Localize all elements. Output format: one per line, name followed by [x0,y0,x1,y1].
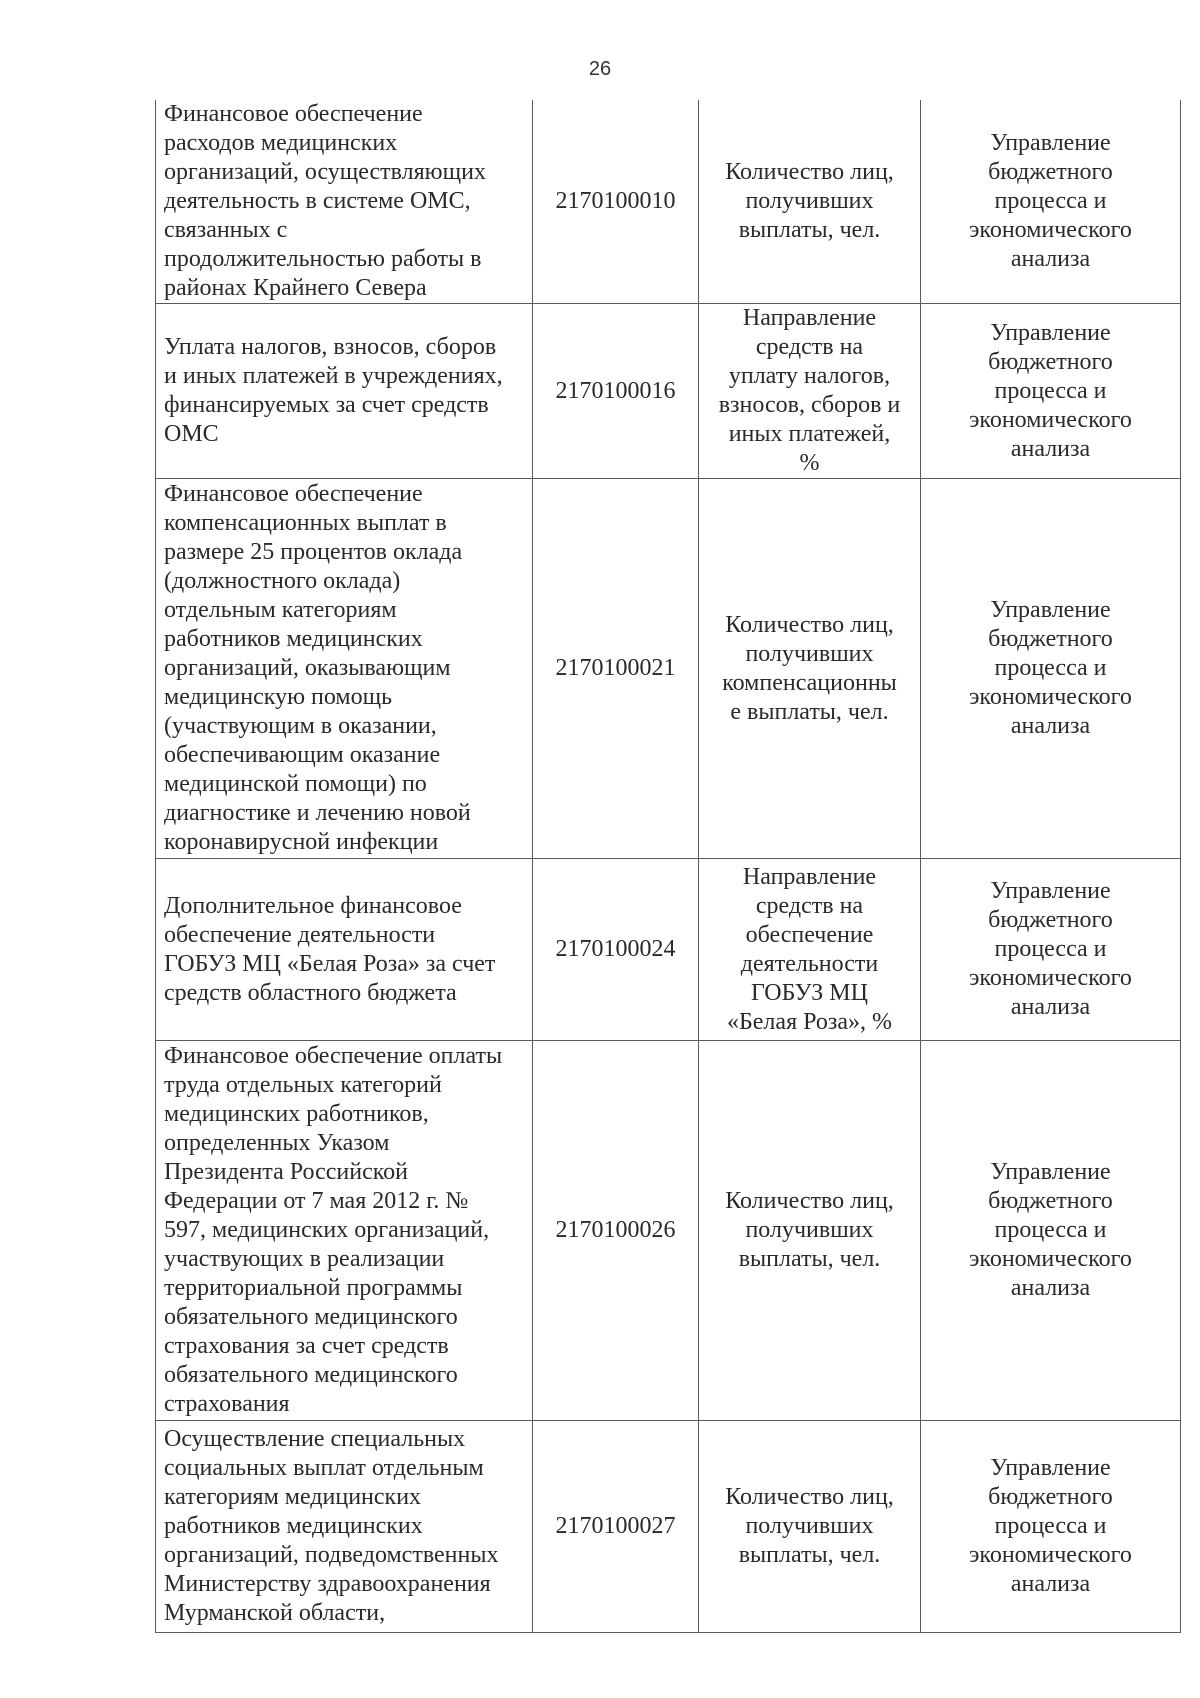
indicator-cell: Направление средств на уплату налогов, взносов, сборов и иных платежей, % [699,304,921,479]
page-number: 26 [588,58,612,80]
responsible-cell: Управление бюджетного процесса и экономического анализа [921,304,1181,479]
table-row [156,859,1181,1041]
responsible-cell: Управление бюджетного процесса и экономического анализа [921,859,1181,1041]
indicator-cell: Количество лиц, получивших выплаты, чел. [699,100,921,304]
table-row [156,304,1181,479]
expense-name-cell: Дополнительное финансовое обеспечение деятельности ГОБУЗ МЦ «Белая Роза» за счет средств областного бюджета [156,859,533,1041]
indicator-cell: Количество лиц, получивших выплаты, чел. [699,1041,921,1421]
responsible-cell: Управление бюджетного процесса и экономического анализа [921,1421,1181,1633]
expense-name-cell: Финансовое обеспечение расходов медицинских организаций, осуществляющих деятельность в системе ОМС, связанных с продолжительностью работы в районах Крайнего Севера [156,100,533,304]
code-cell: 2170100026 [533,1041,699,1421]
code-cell: 2170100024 [533,859,699,1041]
table-row [156,100,1181,304]
document-table [155,100,1181,1633]
expense-name-cell: Финансовое обеспечение компенсационных выплат в размере 25 процентов оклада (должностного оклада) отдельным категориям работников медицинских организаций, оказывающим медицинскую помощь (участвующим в оказании, обеспечивающим оказание медицинской помощи) по диагностике и лечению новой коронавирусной инфекции [156,479,533,859]
code-cell: 2170100027 [533,1421,699,1633]
indicator-cell: Направление средств на обеспечение деятельности ГОБУЗ МЦ «Белая Роза», % [699,859,921,1041]
table-row [156,1041,1181,1421]
expense-name-cell: Осуществление специальных социальных выплат отдельным категориям медицинских работников медицинских организаций, подведомственных Министерству здравоохранения Мурманской области, [156,1421,533,1633]
responsible-cell: Управление бюджетного процесса и экономического анализа [921,1041,1181,1421]
code-cell: 2170100016 [533,304,699,479]
table-row [156,479,1181,859]
code-cell: 2170100010 [533,100,699,304]
indicator-cell: Количество лиц, получивших выплаты, чел. [699,1421,921,1633]
expense-name-cell: Финансовое обеспечение оплаты труда отдельных категорий медицинских работников, определенных Указом Президента Российской Федерации от 7 мая 2012 г. № 597, медицинских организаций, участвующих в реализации территориальной программы обязательного медицинского страхования за счет средств обязательного медицинского страхования [156,1041,533,1421]
expense-name-cell: Уплата налогов, взносов, сборов и иных платежей в учреждениях, финансируемых за счет средств ОМС [156,304,533,479]
indicator-cell: Количество лиц, получивших компенсационны е выплаты, чел. [699,479,921,859]
code-cell: 2170100021 [533,479,699,859]
table-row [156,1421,1181,1633]
responsible-cell: Управление бюджетного процесса и экономического анализа [921,479,1181,859]
responsible-cell: Управление бюджетного процесса и экономического анализа [921,100,1181,304]
